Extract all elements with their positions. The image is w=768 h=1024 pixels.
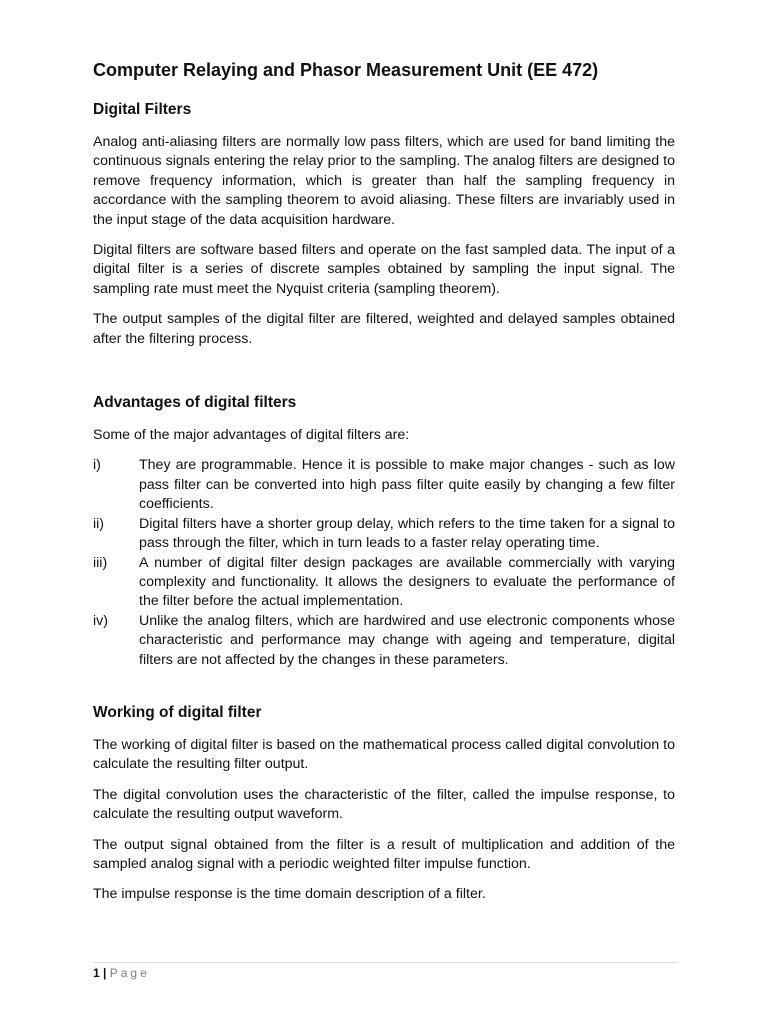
list-marker: ii)	[93, 515, 105, 532]
footer-separator: |	[103, 966, 107, 980]
paragraph: Some of the major advantages of digital filters are:	[93, 427, 410, 444]
page-number: 1	[93, 966, 100, 980]
list-item-text: They are programmable. Hence it is possible to make major changes - such as low pass filter can be converted into high pass filter quite easily by changing a few filter coefficients.	[139, 457, 675, 513]
list-item	[93, 456, 675, 514]
section-heading-working: Working of digital filter	[93, 703, 262, 721]
paragraph: Digital filters are software based filters and operate on the fast sampled data. The input of a digital filter is a series of discrete samples obtained by sampling the input signal. The sampling rate must meet the Nyquist criteria (sampling theorem).	[93, 242, 675, 297]
list-item	[93, 554, 675, 612]
list-marker: i)	[93, 457, 101, 474]
list-item	[93, 515, 675, 554]
list-marker: iv)	[93, 612, 108, 629]
page-label: Page	[109, 966, 150, 980]
section-heading-advantages: Advantages of digital filters	[93, 394, 297, 412]
paragraph: The working of digital filter is based on the mathematical process called digital convolution to calculate the resulting filter output.	[93, 736, 675, 773]
list-item	[93, 612, 675, 670]
paragraph: The impulse response is the time domain description of a filter.	[93, 886, 486, 903]
paragraph: The output samples of the digital filter are filtered, weighted and delayed samples obtained after the filtering process.	[93, 311, 675, 347]
section-heading-digital-filters: Digital Filters	[93, 101, 192, 118]
paragraph: The output signal obtained from the filter is a result of multiplication and addition of the sampled analog signal with a periodic weighted filter impulse function.	[93, 836, 675, 872]
list-item-text: Digital filters have a shorter group delay, which refers to the time taken for a signal to pass through the filter, which in turn leads to a faster relay operating time.	[139, 515, 675, 552]
document-title: Computer Relaying and Phasor Measurement Unit (EE 472)	[93, 60, 599, 80]
advantages-list	[93, 456, 675, 669]
page-footer	[93, 962, 678, 980]
section-spacer	[93, 670, 675, 703]
list-item-text: Unlike the analog filters, which are hardwired and use electronic components whose characteristic and performance may change with ageing and temperature, digital filters are not affected by the changes in these parameters.	[139, 612, 675, 668]
document-body	[93, 58, 675, 916]
paragraph: The digital convolution uses the characteristic of the filter, called the impulse response, to calculate the resulting output waveform.	[93, 786, 675, 823]
paragraph: Analog anti-aliasing filters are normally low pass filters, which are used for band limiting the continuous signals entering the relay prior to the sampling. The analog filters are designed to remove frequency information, which is greater than half the sampling frequency in accordance with the sampling theorem to avoid aliasing. These filters are invariably used in the input stage of the data acquisition hardware.	[93, 134, 675, 228]
section-spacer	[93, 360, 675, 393]
list-item-text: A number of digital filter design packages are available commercially with varying complexity and functionality. It allows the designers to evaluate the performance of the filter before the actual implementation.	[139, 554, 675, 610]
list-marker: iii)	[93, 554, 108, 571]
